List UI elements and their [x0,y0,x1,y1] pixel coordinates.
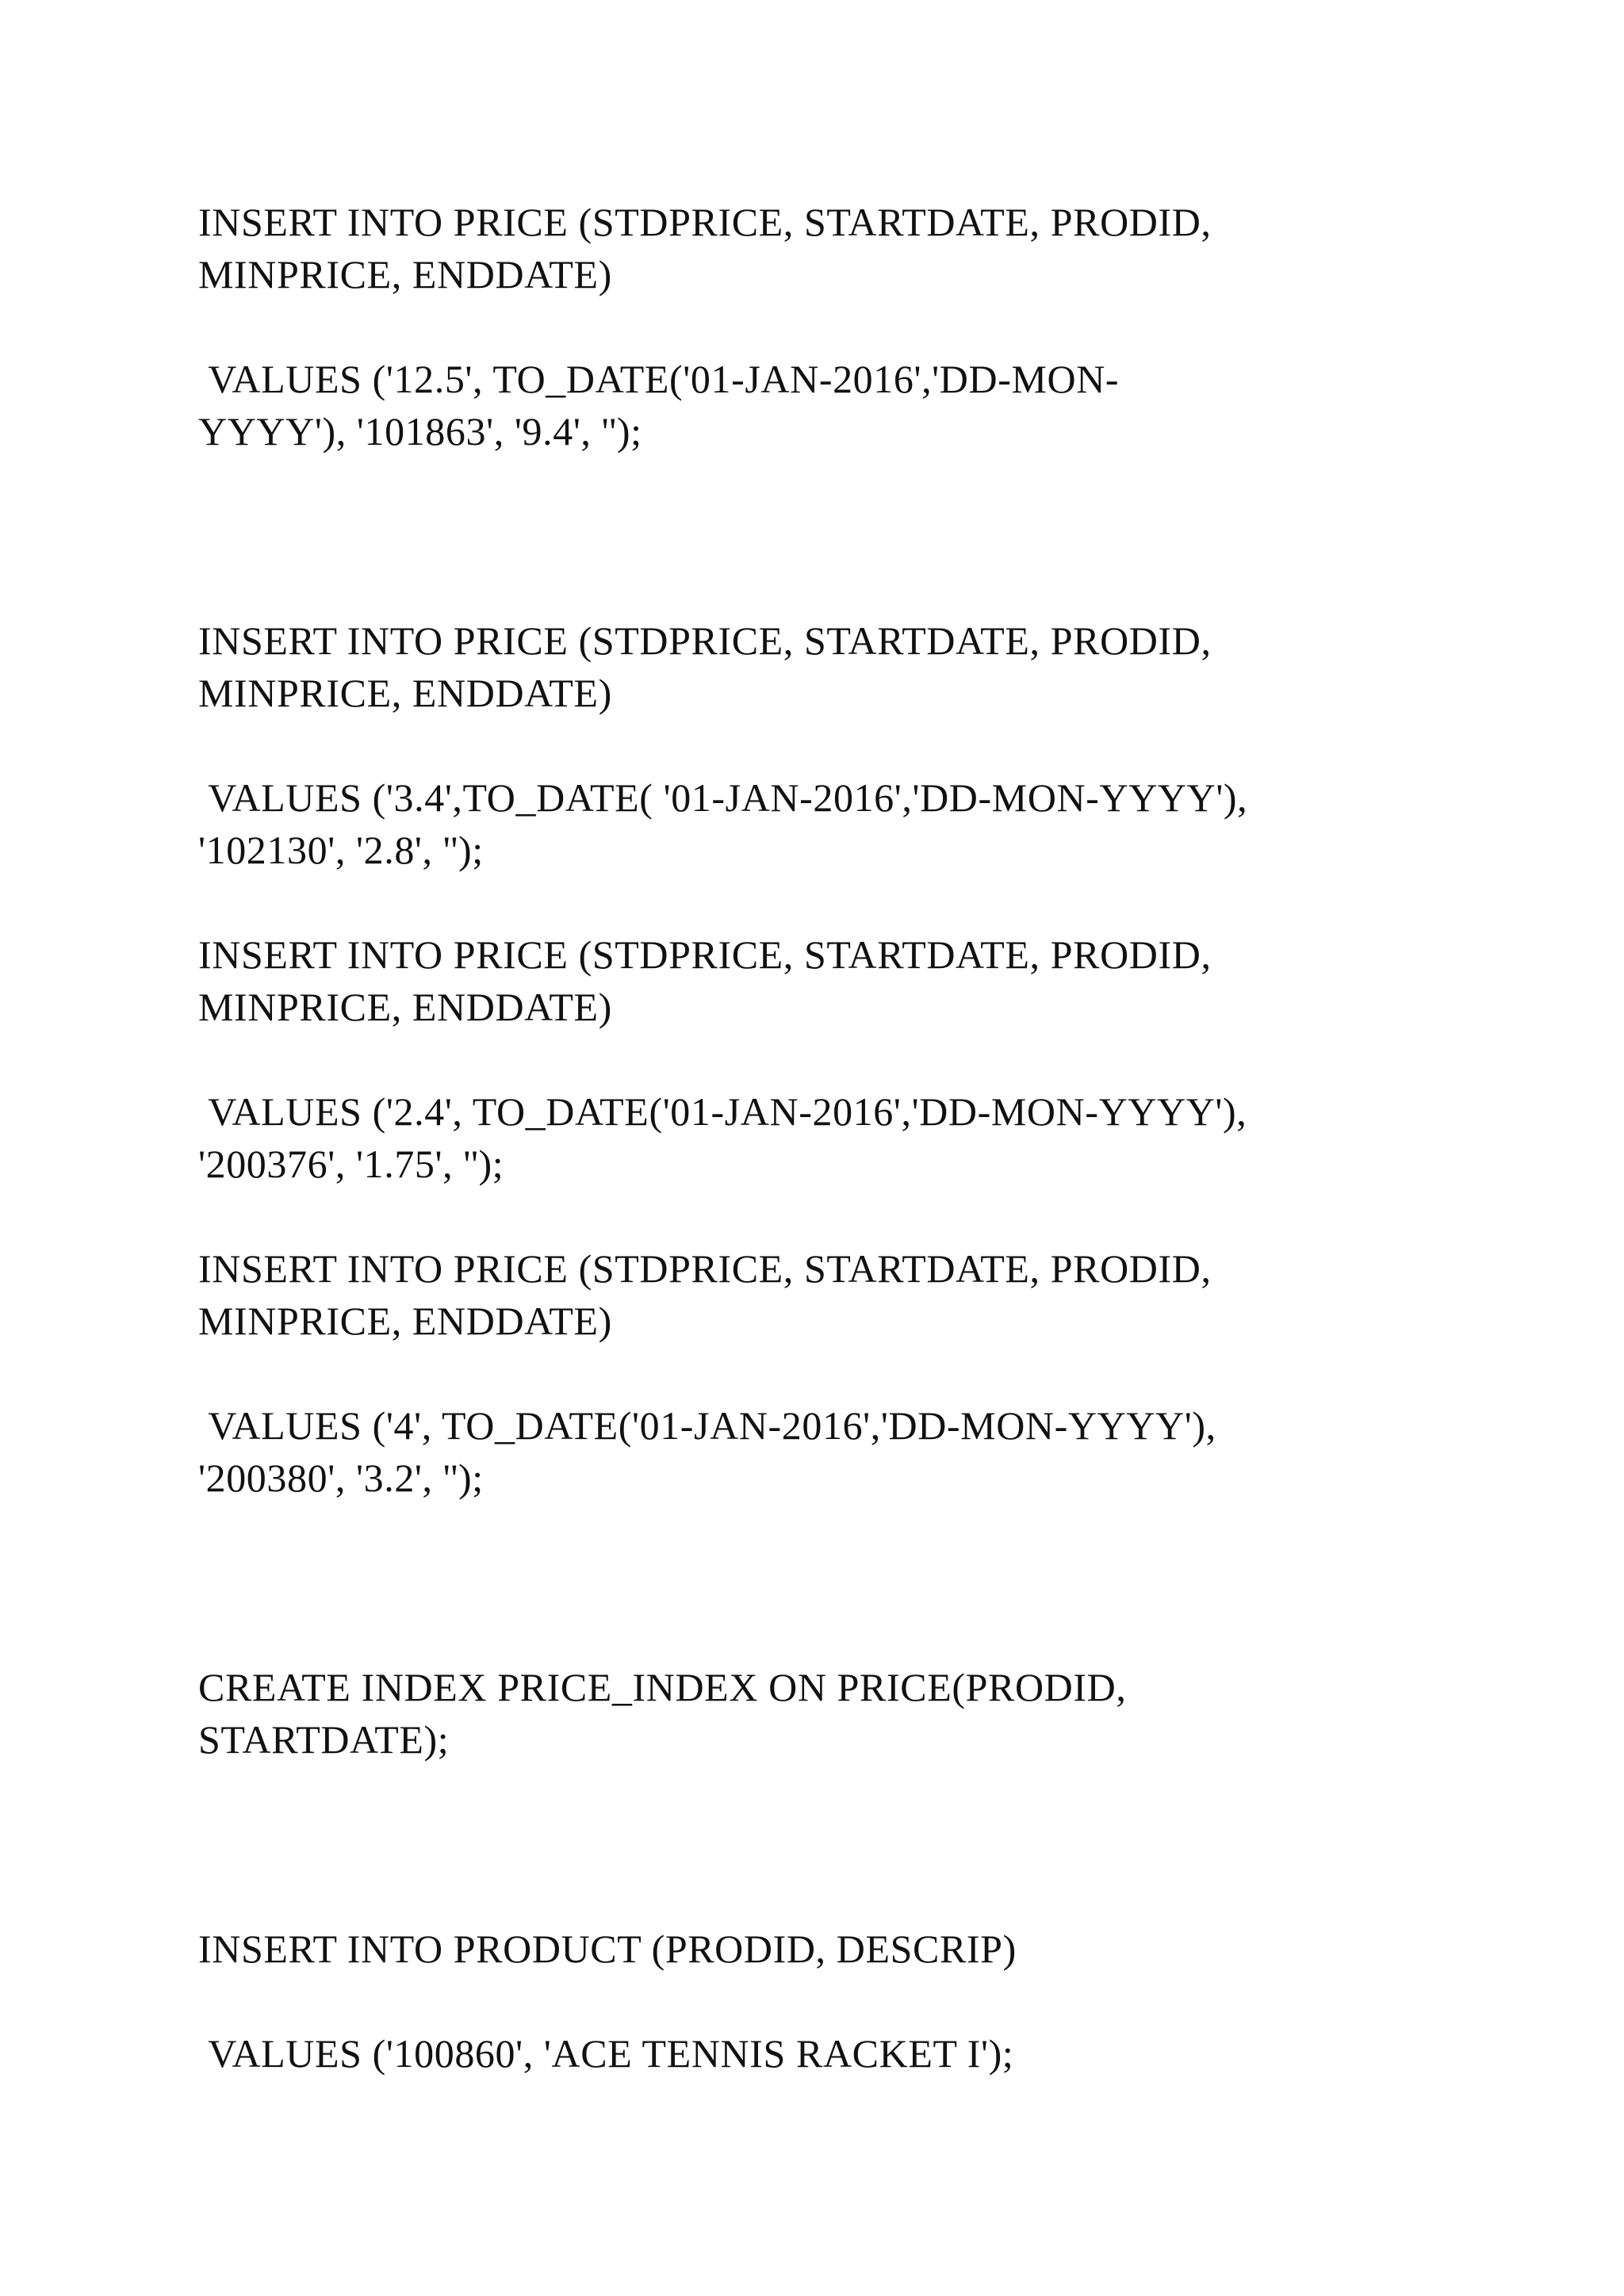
document-line: VALUES ('2.4', TO_DATE('01-JAN-2016','DD-MON-YYYY'), [198,1089,1247,1134]
document-line: MINPRICE, ENDDATE) [198,1299,612,1343]
document-line: VALUES ('3.4',TO_DATE( '01-JAN-2016','DD-MON-YYYY'), [198,775,1248,820]
document-line: INSERT INTO PRODUCT (PRODID, DESCRIP) [198,1927,1017,1971]
document-line: VALUES ('4', TO_DATE('01-JAN-2016','DD-MON-YYYY'), [198,1403,1216,1448]
document-line: CREATE INDEX PRICE_INDEX ON PRICE(PRODID, [198,1665,1127,1709]
document-line: INSERT INTO PRICE (STDPRICE, STARTDATE, PRODID, [198,1246,1212,1291]
document-line: '102130', '2.8', ''); [198,828,484,872]
document-line: MINPRICE, ENDDATE) [198,985,612,1029]
document-line: YYYY'), '101863', '9.4', ''); [198,409,642,453]
document-line: MINPRICE, ENDDATE) [198,671,612,715]
document-line: INSERT INTO PRICE (STDPRICE, STARTDATE, PRODID, [198,200,1212,244]
document-line: INSERT INTO PRICE (STDPRICE, STARTDATE, PRODID, [198,618,1212,663]
document-line: '200376', '1.75', ''); [198,1142,504,1186]
document-line: MINPRICE, ENDDATE) [198,252,612,297]
document-line: '200380', '3.2', ''); [198,1456,484,1500]
document-line: VALUES ('12.5', TO_DATE('01-JAN-2016','DD-MON- [198,357,1120,401]
document-line: STARTDATE); [198,1717,450,1762]
document-line: VALUES ('100860', 'ACE TENNIS RACKET I'); [198,2031,1014,2076]
document-line: INSERT INTO PRICE (STDPRICE, STARTDATE, PRODID, [198,932,1212,977]
